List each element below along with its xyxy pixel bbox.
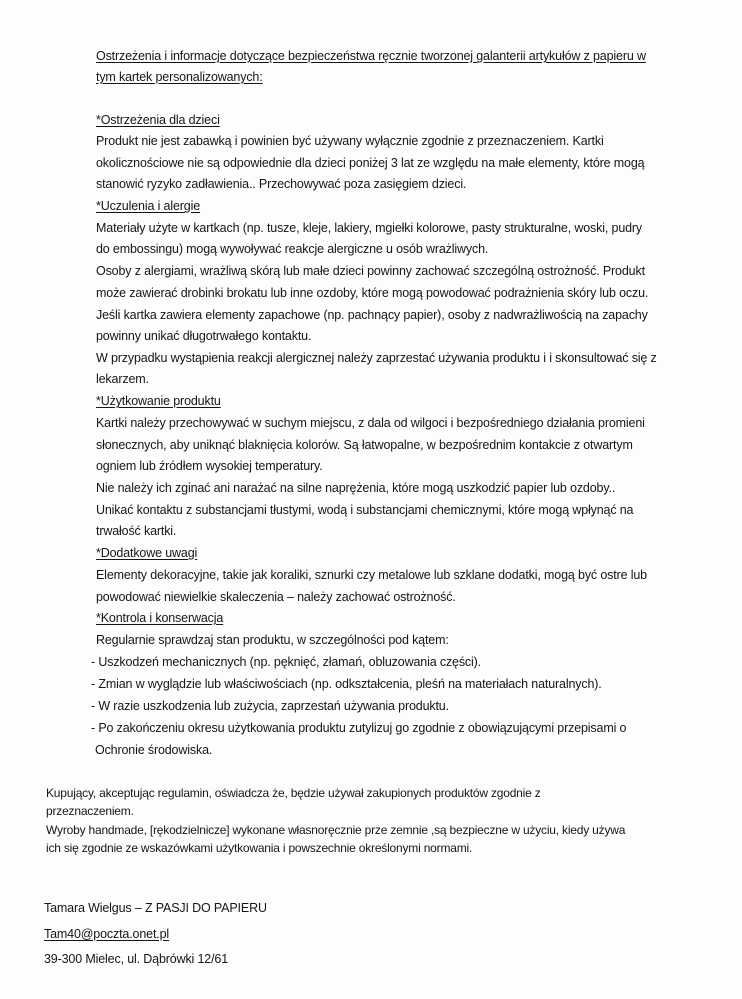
list-item: - Zmian w wyglądzie lub właściwościach (np. odkształcenia, pleśń na materiałach naturalnych). [91,677,602,691]
paragraph-line: Produkt nie jest zabawką i powinien być używany wyłącznie zgodnie z przeznaczeniem. Kartki [96,134,604,148]
paragraph-line: trwałość kartki. [96,524,177,538]
document-title-line-1: Ostrzeżenia i informacje dotyczące bezpieczeństwa ręcznie tworzonej galanterii artykułów z papieru w [96,49,646,63]
paragraph-line: W przypadku wystąpienia reakcji alergicznej należy zaprzestać używania produktu i i skonsultować się z [96,351,657,365]
signature-email[interactable]: Tam40@poczta.onet.pl [44,927,170,941]
paragraph-line: stanowić ryzyko zadławienia.. Przechowywać poza zasięgiem dzieci. [96,177,467,191]
section-heading-allergy: *Uczulenia i alergie [96,199,201,213]
paragraph-line: okolicznościowe nie są odpowiednie dla dzieci poniżej 3 lat ze względu na małe elementy, które mogą [96,156,645,170]
paragraph-line: Nie należy ich zginać ani narażać na silne naprężenia, które mogą uszkodzić papier lub ozdoby.. [96,481,616,495]
declaration-line: ich się zgodnie ze wskazówkami użytkowania i powszechnie określonymi normami. [46,841,473,855]
paragraph-line: Unikać kontaktu z substancjami tłustymi, wodą i substancjami chemicznymi, które mogą wpłynąć na [96,503,634,517]
signature-name: Tamara Wielgus – Z PASJI DO PAPIERU [44,901,267,915]
paragraph-line: słonecznych, aby uniknąć blaknięcia kolorów. Są łatwopalne, w bezpośrednim kontakcie z otwartym [96,438,633,452]
declaration-line: Kupujący, akceptując regulamin, oświadcza że, będzie używał zakupionych produktów zgodnie z [46,786,541,800]
document-title-line-2: tym kartek personalizowanych: [96,70,263,84]
paragraph-line: powinny unikać długotrwałego kontaktu. [96,329,312,343]
paragraph-line: lekarzem. [96,372,149,386]
paragraph-line: powodować niewielkie skaleczenia – należy zachować ostrożność. [96,590,456,604]
paragraph-line: Osoby z alergiami, wrażliwą skórą lub małe dzieci powinny zachować szczególną ostrożność. Produkt [96,264,645,278]
signature-address: 39-300 Mielec, ul. Dąbrówki 12/61 [44,952,229,966]
section-heading-control: *Kontrola i konserwacja [96,611,224,625]
list-item: - W razie uszkodzenia lub zużycia, zaprzestań używania produktu. [91,699,449,713]
paragraph-line: Jeśli kartka zawiera elementy zapachowe (np. pachnący papier), osoby z nadwrażliwością na zapachy [96,308,648,322]
list-item: - Uszkodzeń mechanicznych (np. pęknięć, złamań, obluzowania części). [91,655,481,669]
section-heading-usage: *Użytkowanie produktu [96,394,221,408]
section-heading-extra: *Dodatkowe uwagi [96,546,198,560]
list-item: - Po zakończeniu okresu użytkowania produktu zutylizuj go zgodnie z obowiązującymi przepisami o [91,721,627,735]
declaration-line: przeznaczeniem. [46,804,134,818]
paragraph-line: Materiały użyte w kartkach (np. tusze, kleje, lakiery, mgiełki kolorowe, pasty strukturalne, woski, pudry [96,221,643,235]
paragraph-line: może zawierać drobinki brokatu lub inne ozdoby, które mogą powodować podrażnienia skóry lub oczu. [96,286,649,300]
paragraph-line: Elementy dekoracyjne, takie jak koraliki, sznurki czy metalowe lub szklane dodatki, mogą być ostre lub [96,568,647,582]
paragraph-line: Regularnie sprawdzaj stan produktu, w szczególności pod kątem: [96,633,449,647]
section-heading-children: *Ostrzeżenia dla dzieci [96,113,220,127]
paragraph-line: do embossingu) mogą wywoływać reakcje alergiczne u osób wrażliwych. [96,242,489,256]
paragraph-line: Kartki należy przechowywać w suchym miejscu, z dala od wilgoci i bezpośredniego działania promieni [96,416,645,430]
list-item: Ochronie środowiska. [95,743,213,757]
declaration-line: Wyroby handmade, [rękodzielnicze] wykonane własnoręcznie prze zemnie ,są bezpieczne w użyciu, kiedy używa [46,823,626,837]
paragraph-line: ogniem lub źródłem wysokiej temperatury. [96,459,323,473]
